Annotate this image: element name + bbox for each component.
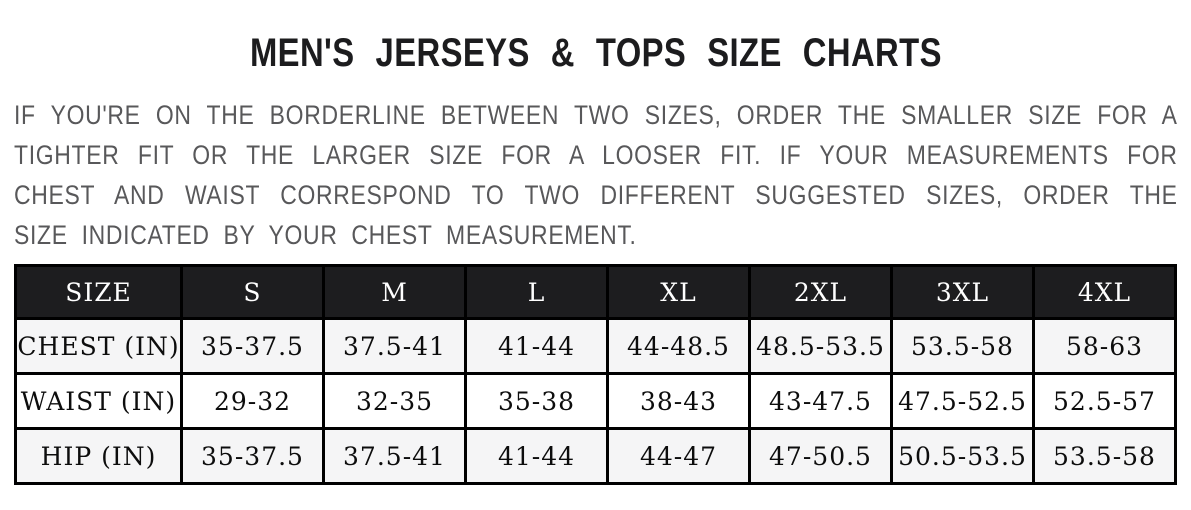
hip-cell-4xl: 53.5-58 (1034, 429, 1176, 484)
size-chart-table (14, 264, 1177, 485)
table-header-row (16, 266, 1176, 319)
row-label-chest: CHEST (IN) (16, 319, 182, 374)
hip-cell-l: 41-44 (466, 429, 608, 484)
chest-cell-4xl: 58-63 (1034, 319, 1176, 374)
waist-cell-m: 32-35 (324, 374, 466, 429)
chest-cell-2xl: 48.5-53.5 (750, 319, 892, 374)
title-row (0, 0, 1191, 79)
row-label-hip: HIP (IN) (16, 429, 182, 484)
chest-cell-xl: 44-48.5 (608, 319, 750, 374)
header-cell-3xl: 3XL (892, 266, 1034, 319)
waist-cell-l: 35-38 (466, 374, 608, 429)
chest-cell-m: 37.5-41 (324, 319, 466, 374)
header-cell-size: SIZE (16, 266, 182, 319)
chest-cell-s: 35-37.5 (182, 319, 324, 374)
table-row-chest (16, 319, 1176, 374)
waist-cell-xl: 38-43 (608, 374, 750, 429)
intro-paragraph: IF YOU'RE ON THE BORDERLINE BETWEEN TWO SIZES, ORDER THE SMALLER SIZE FOR A TIGHTER FIT OR THE LARGER SIZE FOR A LOOSER FIT. IF YOUR MEASUREMENTS FOR CHEST AND WAIST CORRESPOND TO TWO DIFFERENT SUGGESTED SIZES, ORDER THE SIZE INDICATED BY YOUR CHEST MEASUREMENT. (14, 100, 1178, 250)
hip-cell-s: 35-37.5 (182, 429, 324, 484)
waist-cell-2xl: 43-47.5 (750, 374, 892, 429)
waist-cell-s: 29-32 (182, 374, 324, 429)
hip-cell-m: 37.5-41 (324, 429, 466, 484)
header-cell-s: S (182, 266, 324, 319)
header-cell-m: M (324, 266, 466, 319)
waist-cell-4xl: 52.5-57 (1034, 374, 1176, 429)
header-cell-l: L (466, 266, 608, 319)
waist-cell-3xl: 47.5-52.5 (892, 374, 1034, 429)
header-cell-4xl: 4XL (1034, 266, 1176, 319)
chest-cell-l: 41-44 (466, 319, 608, 374)
hip-cell-2xl: 47-50.5 (750, 429, 892, 484)
header-cell-xl: XL (608, 266, 750, 319)
hip-cell-3xl: 50.5-53.5 (892, 429, 1034, 484)
hip-cell-xl: 44-47 (608, 429, 750, 484)
page-title: MEN'S JERSEYS & TOPS SIZE CHARTS (249, 31, 942, 75)
header-cell-2xl: 2XL (750, 266, 892, 319)
chest-cell-3xl: 53.5-58 (892, 319, 1034, 374)
row-label-waist: WAIST (IN) (16, 374, 182, 429)
table-row-hip (16, 429, 1176, 484)
table-row-waist (16, 374, 1176, 429)
intro-paragraph-wrap (14, 95, 1178, 255)
